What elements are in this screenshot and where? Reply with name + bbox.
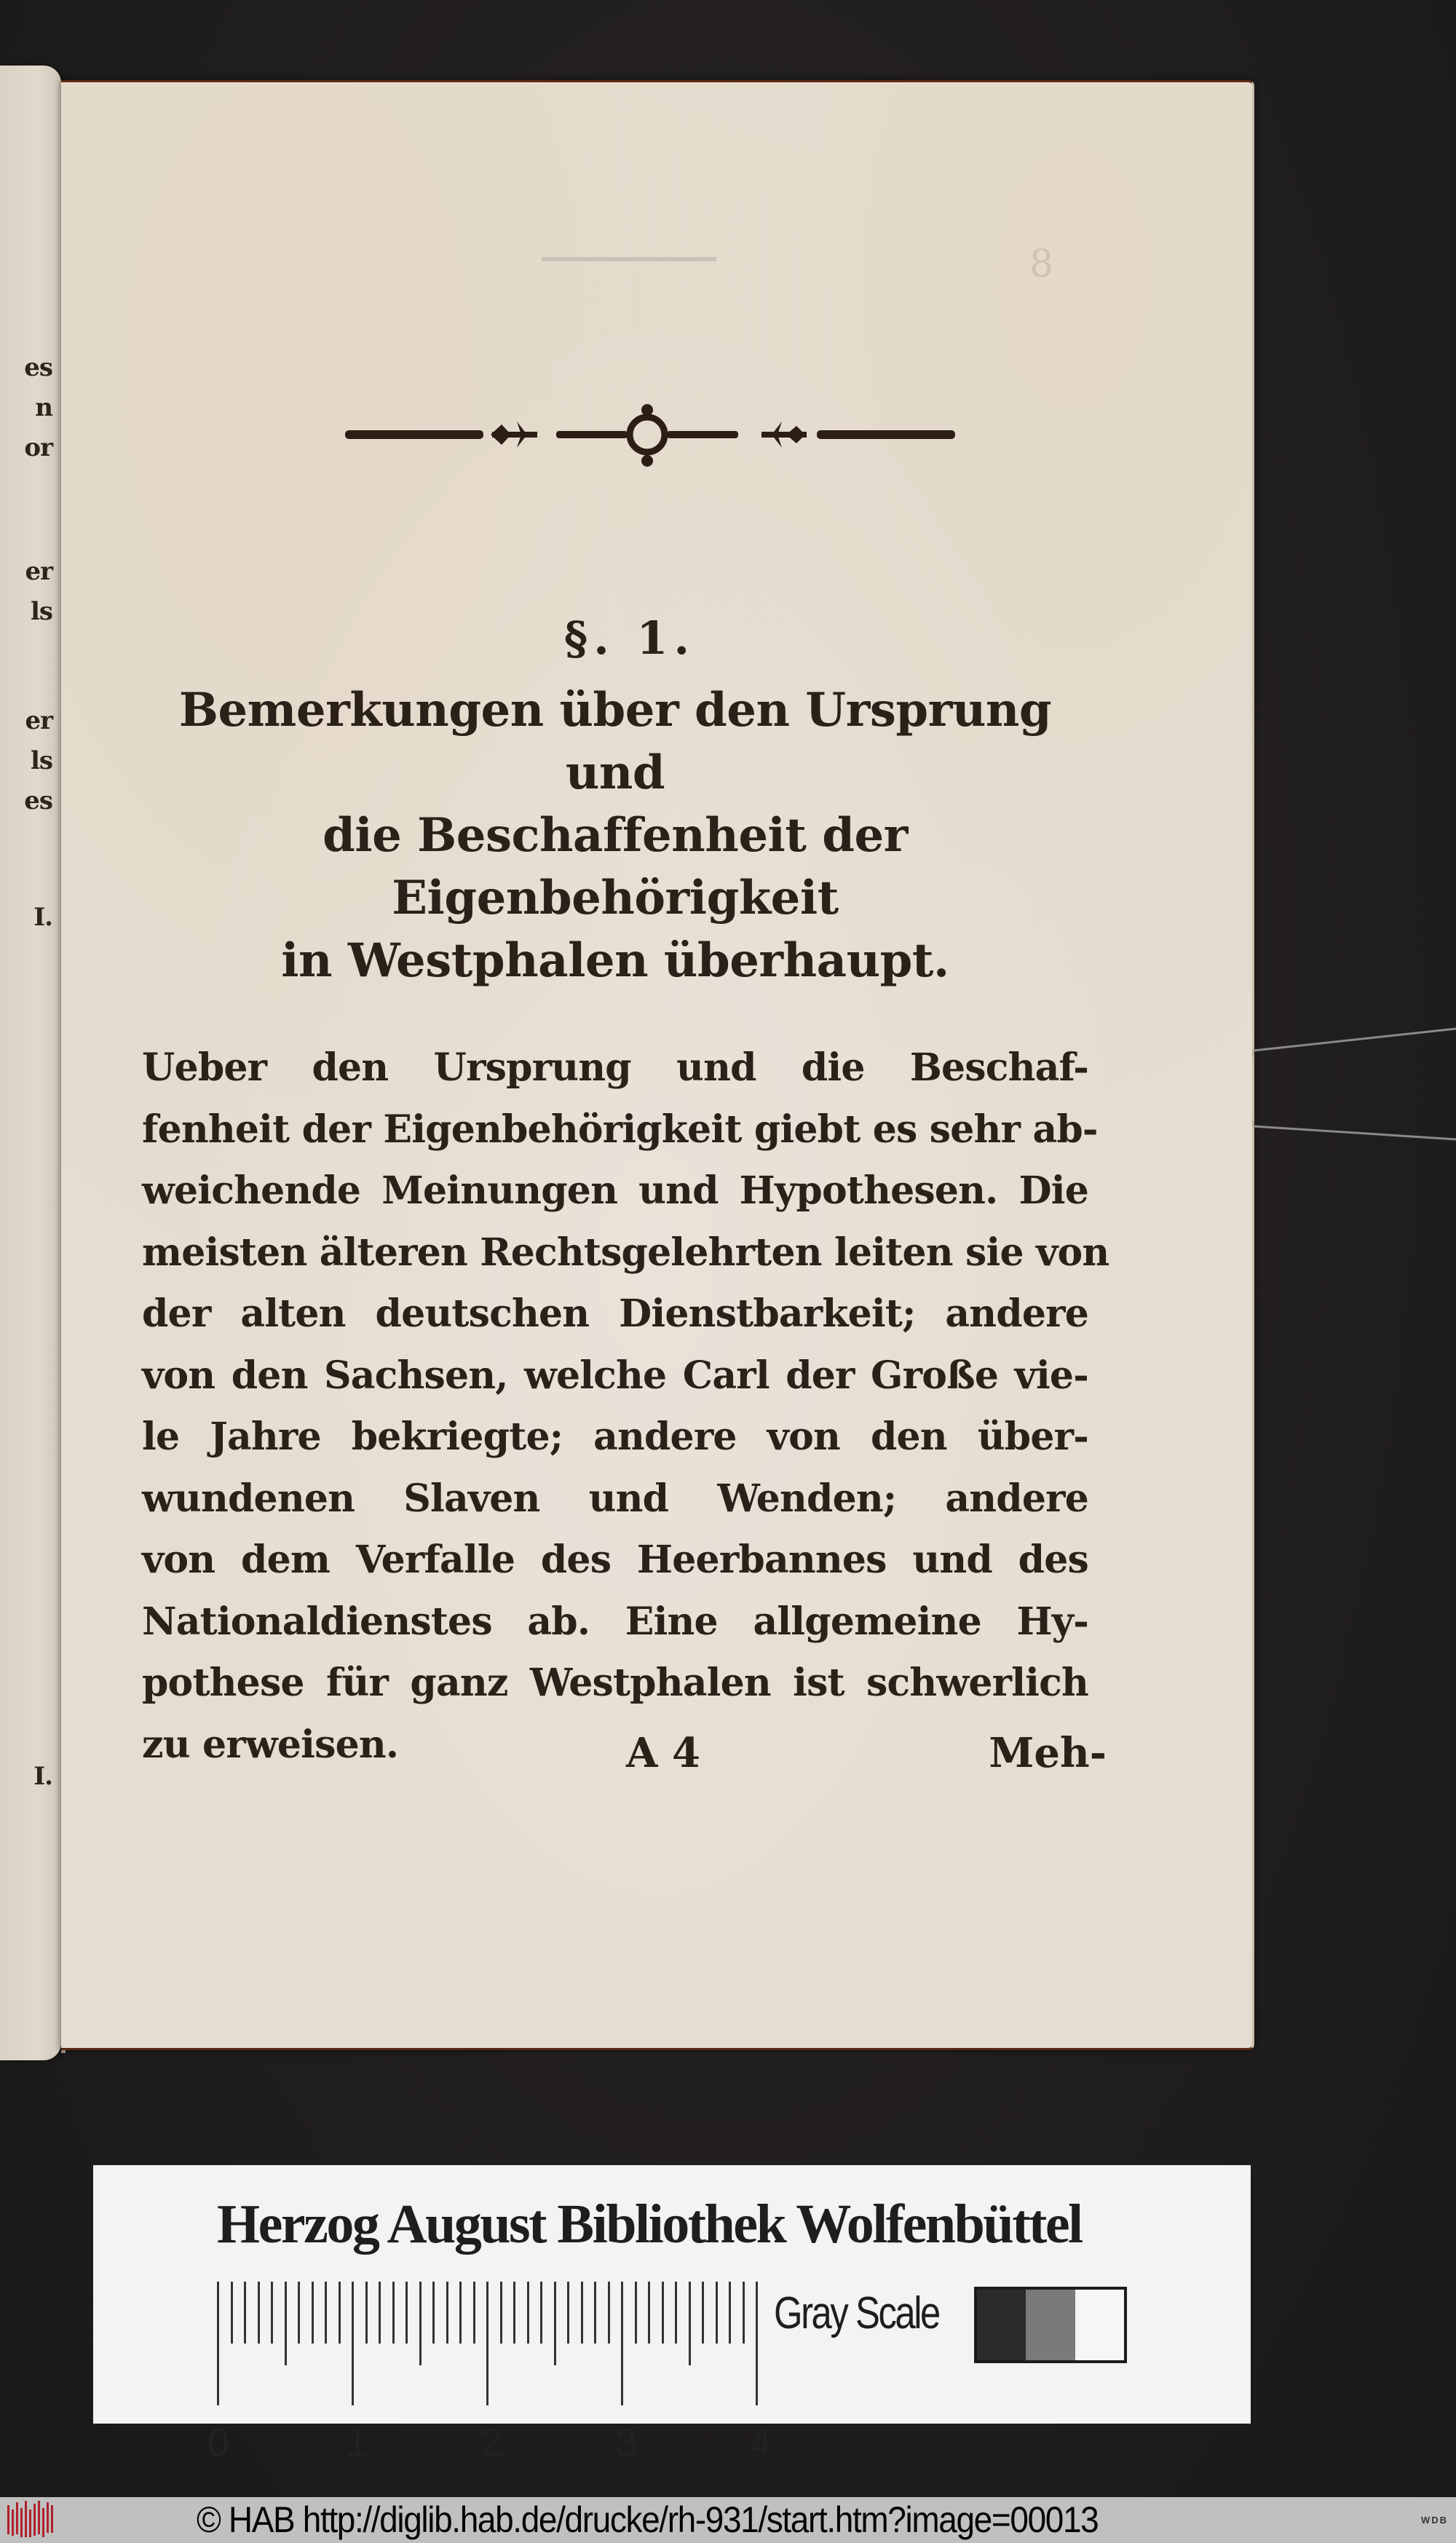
copyright-url: © HAB http://diglib.hab.de/drucke/rh-931/start.htm?image=00013 <box>197 2499 1099 2540</box>
ruler-tick <box>621 2282 623 2405</box>
body-paragraph <box>142 1037 1109 1776</box>
hab-logo-icon <box>6 2499 60 2539</box>
text-line: weichende Meinungen und Hypothesen. Die <box>142 1168 1088 1213</box>
ruler-tick <box>513 2282 515 2344</box>
ruler-label: 2 <box>480 2421 503 2464</box>
ruler-tick <box>648 2282 650 2344</box>
ruler-tick <box>298 2282 300 2344</box>
ruler-tick <box>581 2282 583 2344</box>
ruler-tick <box>392 2282 395 2344</box>
prev-page-fragment: or <box>24 433 52 462</box>
ruler-tick <box>689 2282 691 2365</box>
prev-page-fragment: n <box>35 393 52 422</box>
ruler-tick <box>258 2282 260 2344</box>
ruler-tick <box>540 2282 542 2344</box>
prev-page-fragment: er <box>25 706 52 735</box>
ruler-tick <box>729 2282 731 2344</box>
heading-line: in Westphalen überhaupt. <box>281 933 949 988</box>
ornament-divider-icon <box>345 403 1000 468</box>
gray-chip-mid <box>1026 2290 1075 2360</box>
ruler-tick <box>217 2282 219 2405</box>
ruler-tick <box>486 2282 488 2405</box>
text-line: der alten deutschen Dienstbarkeit; andere <box>142 1292 1088 1336</box>
prev-page-fragment: I. <box>33 903 52 932</box>
heading-line: die Beschaffenheit der Eigenbehörigkeit <box>323 808 908 925</box>
ruler-tick <box>716 2282 718 2344</box>
previous-page-edge <box>0 66 61 2060</box>
bleed-through-rule <box>542 257 716 261</box>
text-line: fenheit der Eigenbehörigkeit giebt es sehr ab- <box>142 1107 1098 1152</box>
ruler-tick <box>594 2282 596 2344</box>
text-line: von den Sachsen, welche Carl der Große vie- <box>142 1353 1088 1398</box>
ruler-tick <box>244 2282 246 2344</box>
ruler-tick <box>312 2282 314 2344</box>
ruler-tick <box>446 2282 448 2344</box>
gray-scale-label: Gray Scale <box>774 2288 939 2338</box>
gray-scale-patches <box>974 2287 1127 2363</box>
ruler-tick <box>432 2282 435 2344</box>
ruler-tick <box>675 2282 677 2344</box>
ruler-tick <box>500 2282 502 2344</box>
ruler-tick <box>527 2282 529 2344</box>
gray-chip-light <box>1075 2290 1124 2360</box>
prev-page-fragment: ls <box>30 746 52 775</box>
bleed-through-page-number: 8 <box>1029 242 1054 286</box>
ruler-tick <box>554 2282 556 2365</box>
ruler-tick <box>662 2282 664 2344</box>
heading-line: Bemerkungen über den Ursprung und <box>178 683 1052 800</box>
ruler-tick <box>352 2282 354 2405</box>
ruler-tick <box>271 2282 273 2344</box>
ruler-label: 3 <box>614 2421 638 2464</box>
ruler-tick <box>702 2282 704 2344</box>
ruler-tick <box>365 2282 368 2344</box>
signature-mark: A 4 <box>626 1729 700 1777</box>
ruler-tick <box>379 2282 381 2344</box>
text-line: von dem Verfalle des Heerbannes und des <box>142 1538 1088 1582</box>
prev-page-fragment: ls <box>30 597 52 626</box>
ruler-tick <box>608 2282 610 2344</box>
ruler-tick <box>325 2282 327 2344</box>
gray-chip-dark <box>977 2290 1026 2360</box>
ruler-tick <box>285 2282 287 2365</box>
prev-page-fragment: es <box>24 786 52 815</box>
color-reference-card <box>93 2164 1251 2464</box>
ruler-tick <box>635 2282 637 2344</box>
catchword: Meh- <box>989 1729 1107 1777</box>
footer-bar <box>0 2497 1456 2543</box>
ruler-tick <box>231 2282 233 2344</box>
bookmark-strip <box>1252 1016 1456 1161</box>
prev-page-fragment: er <box>25 557 52 586</box>
text-line: Nationaldienstes ab. Eine allgemeine Hy- <box>142 1599 1088 1644</box>
ruler-tick <box>567 2282 569 2344</box>
ruler-tick <box>473 2282 475 2344</box>
section-number: §. 1. <box>563 612 696 665</box>
text-line: le Jahre bekriegte; andere von den über- <box>142 1415 1088 1459</box>
ruler-tick <box>743 2282 745 2344</box>
ruler-tick <box>339 2282 341 2344</box>
ruler-tick <box>405 2282 408 2344</box>
text-line: Ueber den Ursprung und die Beschaf- <box>142 1045 1088 1090</box>
wdb-badge: WDB <box>1421 2515 1449 2526</box>
page-content <box>142 612 1109 1776</box>
ruler-tick <box>756 2282 758 2405</box>
text-line: zu erweisen. <box>142 1722 399 1767</box>
ruler-label: 1 <box>345 2421 368 2464</box>
chapter-heading <box>142 679 1088 992</box>
library-name: Herzog August Bibliothek Wolfenbüttel <box>217 2194 1082 2255</box>
ruler-label: 4 <box>749 2421 772 2464</box>
text-line: wundenen Slaven und Wenden; andere <box>142 1476 1088 1521</box>
ruler-tick <box>459 2282 462 2344</box>
cm-ruler <box>207 2282 772 2464</box>
prev-page-fragment: I. <box>33 1762 52 1791</box>
prev-page-fragment: es <box>24 353 52 382</box>
text-line: meisten älteren Rechtsgelehrten leiten sie von <box>142 1230 1109 1275</box>
ruler-tick <box>419 2282 422 2365</box>
text-line: pothese für ganz Westphalen ist schwerlich <box>142 1661 1088 1705</box>
ruler-label: 0 <box>207 2421 230 2464</box>
